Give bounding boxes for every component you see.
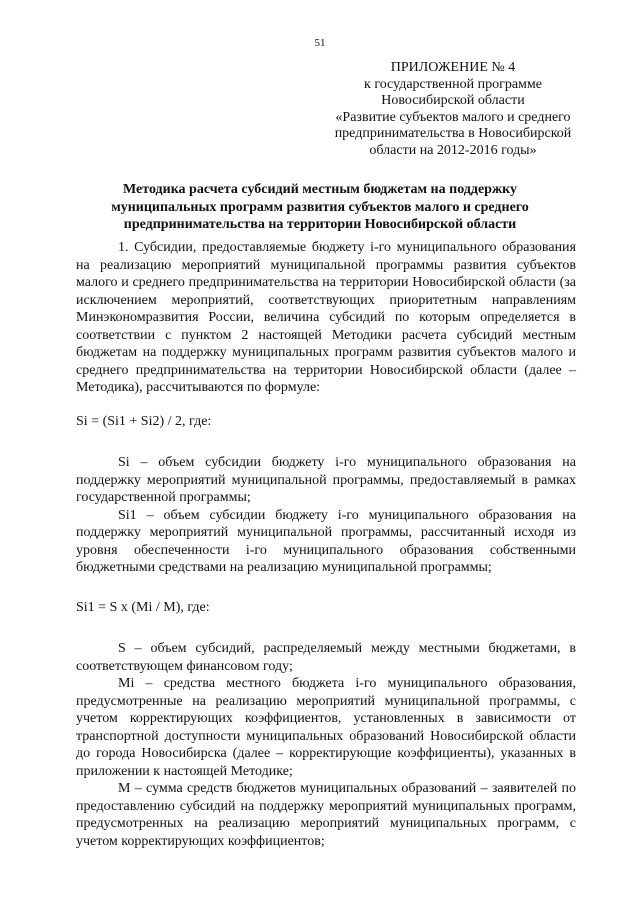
- definition-si1: Si1 – объем субсидии бюджету i-го муниципального образования на поддержку мероприятий муниципальной программы, рассчитанный исходя из уровня обеспеченности i-го муниципального образования собственными бюджетными средствами на реализацию муниципальной программы;: [76, 507, 576, 575]
- appendix-header: [330, 60, 576, 159]
- definition-mi: Mi – средства местного бюджета i-го муниципального образования, предусмотренные на реализацию мероприятий муниципальной программы, с учетом корректирующих коэффициентов, установленных в зависимости от транспортной доступности муниципальных образований Новосибирской области до города Новосибирска (далее – корректирующие коэффициенты), указанных в приложении к настоящей Методике;: [76, 676, 576, 779]
- document-body: [76, 239, 576, 850]
- definition-s: S – объем субсидий, распределяемый между местными бюджетами, в соответствующем финансовом году;: [76, 641, 576, 674]
- title-line: предпринимательства на территории Новосибирской области: [123, 217, 517, 232]
- title-line: муниципальных программ развития субъектов малого и среднего: [111, 199, 529, 215]
- paragraph-1: 1. Субсидии, предоставляемые бюджету i-го муниципального образования на реализацию мероприятий муниципальной программы развития субъектов малого и среднего предпринимательства на территории Новосибирской области (за исключением мероприятий, соответствующих приоритетным направлениям Минэкономразвития России, величина субсидий по которым определяется в соответствии с пунктом 2 настоящей Методики расчета субсидий местным бюджетам на поддержку муниципальных программ развития субъектов малого и среднего предпринимательства на территории Новосибирской области (далее – Методика), рассчитываются по формуле:: [76, 240, 576, 395]
- appendix-line: «Развитие субъектов малого и среднего: [335, 109, 571, 125]
- appendix-line: к государственной программе: [364, 76, 542, 92]
- appendix-line: Новосибирской области: [381, 93, 525, 108]
- formula-si: Si = (Si1 + Si2) / 2, где:: [76, 413, 212, 429]
- title-line: Методика расчета субсидий местным бюджетам на поддержку: [123, 182, 517, 197]
- definition-si: Si – объем субсидии бюджету i-го муниципального образования на поддержку мероприятий муниципальной программы, предоставляемый в рамках государственной программы;: [76, 455, 576, 505]
- appendix-line: предпринимательства в Новосибирской: [334, 126, 572, 141]
- definition-m: M – сумма средств бюджетов муниципальных образований – заявителей по предоставлению субсидий на поддержку мероприятий муниципальных программ, предусмотренных на реализацию мероприятий муниципальных программ, с учетом корректирующих коэффициентов;: [76, 781, 576, 849]
- appendix-line: области на 2012-2016 годы»: [369, 142, 537, 158]
- appendix-line: ПРИЛОЖЕНИЕ № 4: [390, 60, 516, 75]
- formula-si1: Si1 = S x (Mi / M), где:: [76, 599, 210, 615]
- document-title: [70, 181, 570, 234]
- page-number: 51: [314, 37, 326, 49]
